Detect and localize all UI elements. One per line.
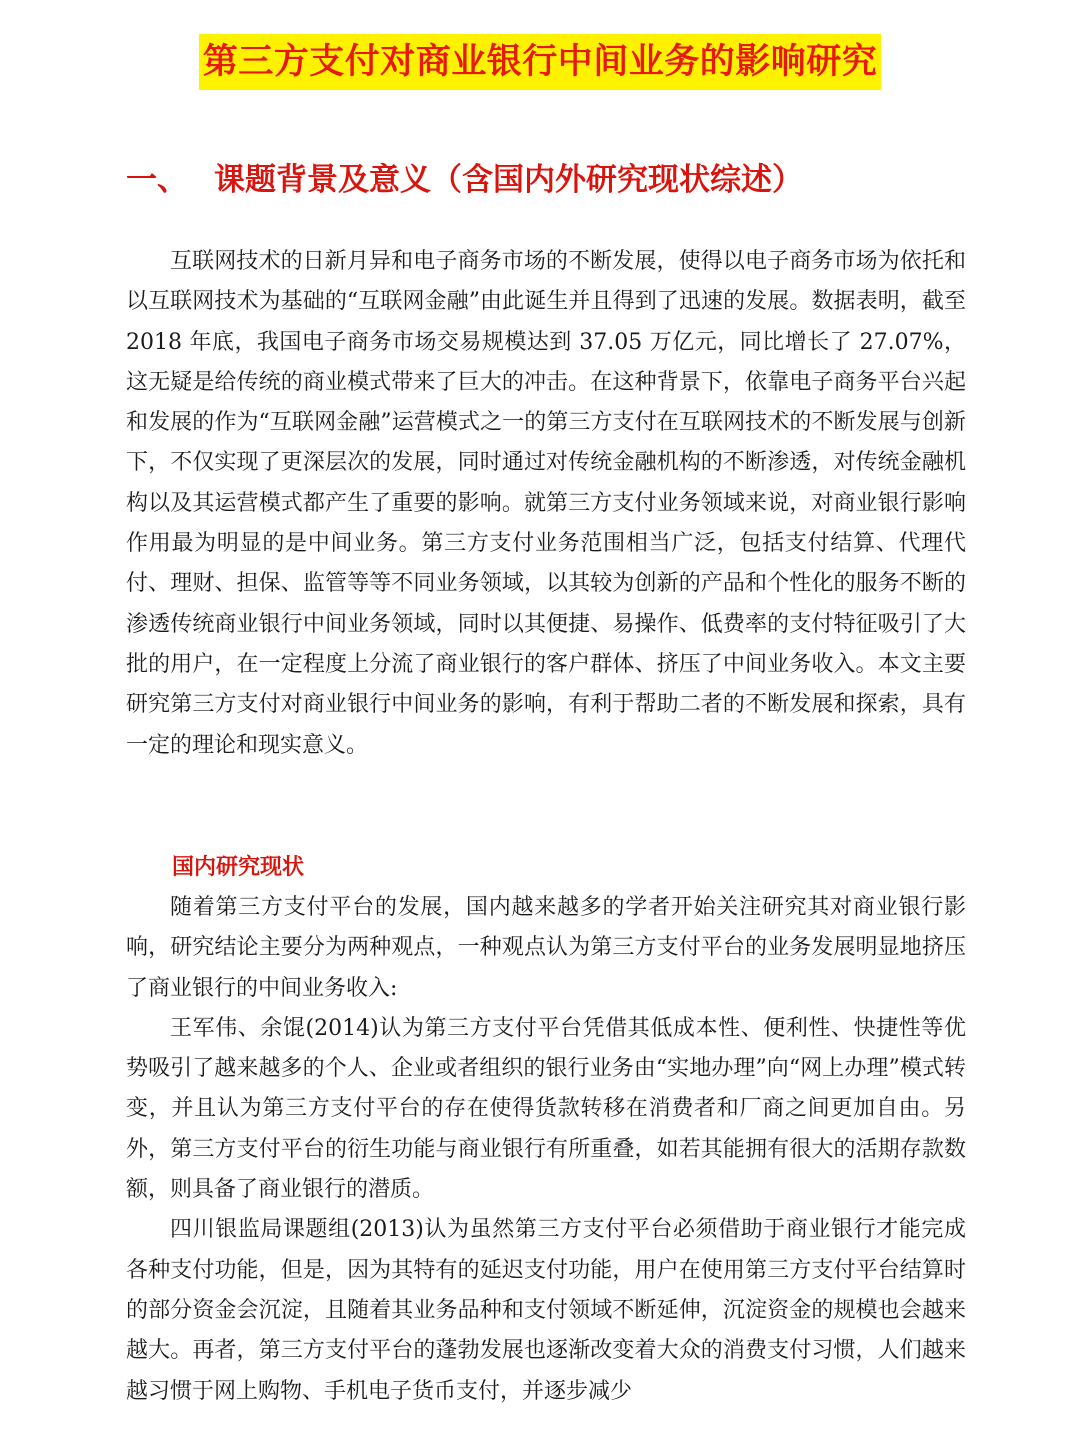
- title-wrap: [0, 34, 1080, 90]
- section-number: 一、: [126, 162, 188, 198]
- domestic-research-body: [126, 888, 966, 1412]
- section-heading-text: 课题背景及意义（含国内外研究现状综述）: [214, 162, 803, 198]
- background-paragraph: 互联网技术的日新月异和电子商务市场的不断发展，使得以电子商务市场为依托和以互联网技术为基础的“互联网金融”由此诞生并且得到了迅速的发展。数据表明，截至 2018 年底，我国电子商务市场交易规模达到 37.05 万亿元，同比增长了 27.07%，这无疑是给传统的商业模式带来了巨大的冲击。在这种背景下，依靠电子商务平台兴起和发展的作为“互联网金融”运营模式之一的第三方支付在互联网技术的不断发展与创新下，不仅实现了更深层次的发展，同时通过对传统金融机构的不断渗透，对传统金融机构以及其运营模式都产生了重要的影响。就第三方支付业务领域来说，对商业银行影响作用最为明显的是中间业务。第三方支付业务范围相当广泛，包括支付结算、代理代付、理财、担保、监管等等不同业务领域，以其较为创新的产品和个性化的服务不断的渗透传统商业银行中间业务领域，同时以其便捷、易操作、低费率的支付特征吸引了大批的用户，在一定程度上分流了商业银行的客户群体、挤压了中间业务收入。本文主要研究第三方支付对商业银行中间业务的影响，有利于帮助二者的不断发展和探索，具有一定的理论和现实意义。: [126, 249, 966, 758]
- research-paragraph-intro: 随着第三方支付平台的发展，国内越来越多的学者开始关注研究其对商业银行影响，研究结论主要分为两种观点，一种观点认为第三方支付平台的业务发展明显地挤压了商业银行的中间业务收入:: [126, 895, 966, 1001]
- background-body: [126, 242, 966, 766]
- subsection-heading: 国内研究现状: [172, 855, 305, 880]
- research-paragraph-wang: 王军伟、余馄(2014)认为第三方支付平台凭借其低成本性、便利性、快捷性等优势吸引了越来越多的个人、企业或者组织的银行业务由“实地办理”向“网上办理”模式转变，并且认为第三方支付平台的存在使得货款转移在消费者和厂商之间更加自由。另外，第三方支付平台的衍生功能与商业银行有所重叠，如若其能拥有很大的活期存款数额，则具备了商业银行的潜质。: [126, 1015, 966, 1203]
- section-heading: [126, 158, 803, 202]
- research-paragraph-sichuan: 四川银监局课题组(2013)认为虽然第三方支付平台必须借助于商业银行才能完成各种支付功能，但是，因为其特有的延迟支付功能，用户在使用第三方支付平台结算时的部分资金会沉淀，且随着其业务品种和支付领域不断延伸，沉淀资金的规模也会越来越大。再者，第三方支付平台的蓬勃发展也逐渐改变着大众的消费支付习惯，人们越来越习惯于网上购物、手机电子货币支付，并逐步减少: [126, 1217, 966, 1404]
- document-title: 第三方支付对商业银行中间业务的影响研究: [199, 34, 882, 90]
